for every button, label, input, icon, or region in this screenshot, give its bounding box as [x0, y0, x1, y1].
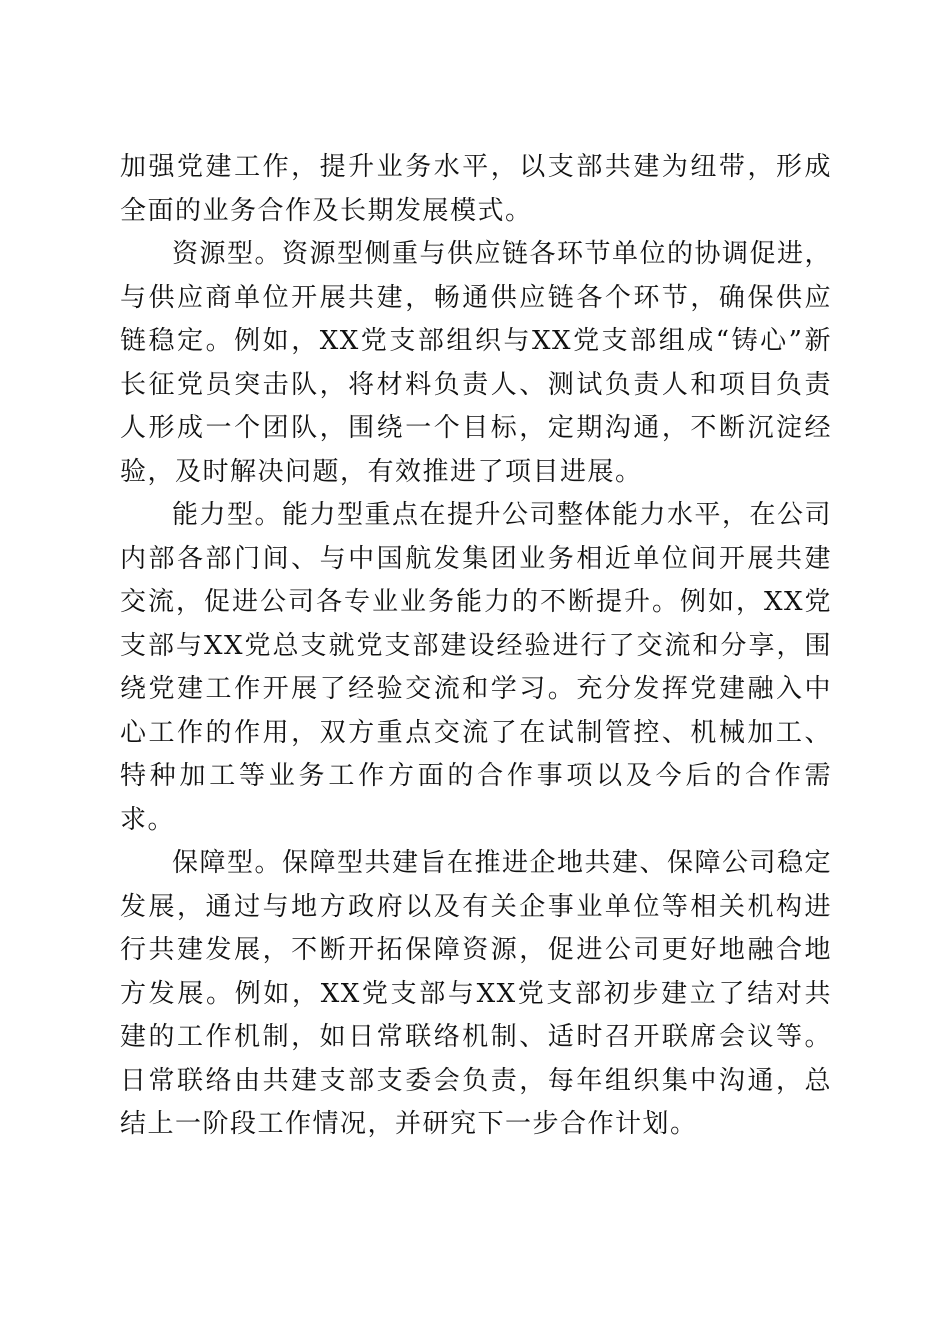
paragraph-capability-type: 能力型。能力型重点在提升公司整体能力水平，在公司内部各部门间、与中国航发集团业务相近单位间开展共建交流，促进公司各专业业务能力的不断提升。例如，XX党支部与XX党总支就党支部建设经验进行了交流和分享，围绕党建工作开展了经验交流和学习。充分发挥党建融入中心工作的作用，双方重点交流了在试制管控、机械加工、特种加工等业务工作方面的合作事项以及今后的合作需求。 — [120, 500, 833, 835]
paragraph-intro-continuation: 加强党建工作，提升业务水平，以支部共建为纽带，形成全面的业务合作及长期发展模式。 — [120, 152, 832, 226]
paragraph-resource-type: 资源型。资源型侧重与供应链各环节单位的协调促进，与供应商单位开展共建，畅通供应链各个环节，确保供应链稳定。例如，XX党支部组织与XX党支部组成“铸心”新长征党员突击队，将材料负责人、测试负责人和项目负责人形成一个团队，围绕一个目标，定期沟通，不断沉淀经验，及时解决问题，有效推进了项目进展。 — [120, 239, 833, 487]
document-body — [120, 146, 832, 1147]
paragraph-guarantee-type: 保障型。保障型共建旨在推进企地共建、保障公司稳定发展，通过与地方政府以及有关企事业单位等相关机构进行共建发展，不断开拓保障资源，促进公司更好地融合地方发展。例如，XX党支部与XX党支部初步建立了结对共建的工作机制，如日常联络机制、适时召开联席会议等。日常联络由共建支部支委会负责，每年组织集中沟通，总结上一阶段工作情况，并研究下一步合作计划。 — [120, 848, 833, 1139]
